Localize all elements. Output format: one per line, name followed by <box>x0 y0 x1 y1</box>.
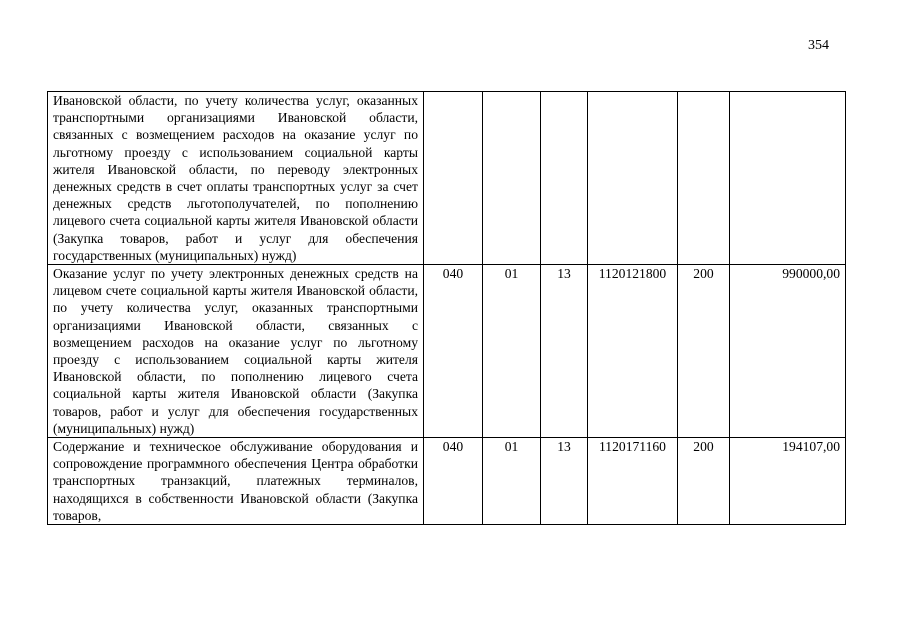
table-row <box>48 265 846 438</box>
table-row <box>48 438 846 525</box>
row-target-article: 1120171160 <box>588 438 678 525</box>
budget-table <box>47 91 846 525</box>
row-amount <box>730 92 846 265</box>
row-admin-code: 040 <box>424 438 483 525</box>
row-subsection <box>541 92 588 265</box>
row-expense-type: 200 <box>678 438 730 525</box>
row-expense-type <box>678 92 730 265</box>
row-description: Ивановской области, по учету количества услуг, оказанных транспортными организациями Ивановской области, связанных с возмещением расходов на оказание услуг по льготному проезду с использованием социальной карты жителя Ивановской области, по переводу электронных денежных средств в счет оплаты транспортных услуг за счет денежных средств льготополучателей, по пополнению лицевого счета социальной карты жителя Ивановской области (Закупка товаров, работ и услуг для обеспечения государственных (муниципальных) нужд) <box>48 92 424 265</box>
row-admin-code: 040 <box>424 265 483 438</box>
row-subsection: 13 <box>541 438 588 525</box>
row-section: 01 <box>483 438 541 525</box>
row-target-article: 1120121800 <box>588 265 678 438</box>
row-amount: 990000,00 <box>730 265 846 438</box>
row-subsection: 13 <box>541 265 588 438</box>
row-expense-type: 200 <box>678 265 730 438</box>
row-section <box>483 92 541 265</box>
page-number: 354 <box>808 38 829 53</box>
table-row <box>48 92 846 265</box>
row-admin-code <box>424 92 483 265</box>
row-amount: 194107,00 <box>730 438 846 525</box>
row-section: 01 <box>483 265 541 438</box>
row-target-article <box>588 92 678 265</box>
row-description: Оказание услуг по учету электронных денежных средств на лицевом счете социальной карты жителя Ивановской области, по учету количества услуг, оказанных транспортными организациями Ивановской области, связанных с возмещением расходов на оказание услуг по льготному проезду с использованием социальной карты жителя Ивановской области, по пополнению лицевого счета социальной карты жителя Ивановской области (Закупка товаров, работ и услуг для обеспечения государственных (муниципальных) нужд) <box>48 265 424 438</box>
row-description: Содержание и техническое обслуживание оборудования и сопровождение программного обеспечения Центра обработки транспортных транзакций, платежных терминалов, находящихся в собственности Ивановской области (Закупка товаров, <box>48 438 424 525</box>
